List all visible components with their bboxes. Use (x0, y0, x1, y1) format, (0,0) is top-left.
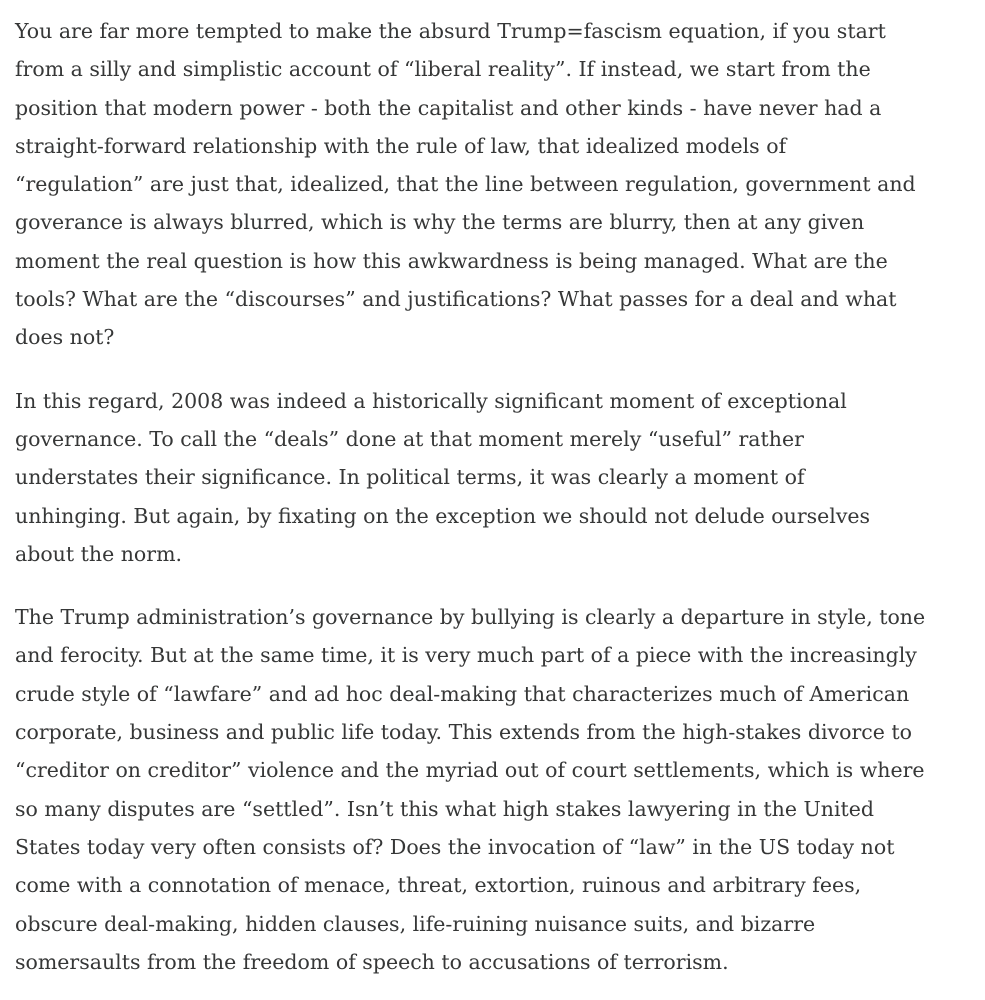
text-line: straight-forward relationship with the rule of law, that idealized models of (15, 133, 787, 158)
text-line: “creditor on creditor” violence and the myriad out of court settlements, which is where (15, 758, 925, 783)
text-line: corporate, business and public life today. This extends from the high-stakes divorce to (15, 720, 912, 745)
text-line: tools? What are the “discourses” and justifications? What passes for a deal and what (15, 287, 897, 312)
text-line: about the norm. (15, 541, 183, 566)
text-line: obscure deal-making, hidden clauses, life-ruining nuisance suits, and bizarre (15, 911, 816, 936)
text-line: and ferocity. But at the same time, it is very much part of a piece with the increasingly (15, 643, 917, 668)
text-line: The Trump administration’s governance by bullying is clearly a departure in style, tone (15, 605, 926, 630)
text-line: understates their significance. In political terms, it was clearly a moment of (15, 465, 805, 490)
text-line: goverance is always blurred, which is why the terms are blurry, then at any given (15, 210, 865, 235)
article-body (15, 12, 970, 981)
paragraph-3 (15, 598, 970, 981)
text-line: moment the real question is how this awkwardness is being managed. What are the (15, 248, 888, 273)
paragraph-2 (15, 382, 970, 573)
text-line: In this regard, 2008 was indeed a historically significant moment of exceptional (15, 388, 847, 413)
text-line: unhinging. But again, by fixating on the exception we should not delude ourselves (15, 503, 871, 528)
text-line: “regulation” are just that, idealized, that the line between regulation, government and (15, 172, 916, 197)
text-line: somersaults from the freedom of speech to accusations of terrorism. (15, 949, 729, 974)
text-line: does not? (15, 325, 115, 350)
text-line: You are far more tempted to make the absurd Trump=fascism equation, if you start (15, 19, 886, 43)
paragraph-1 (15, 12, 970, 357)
text-line: States today very often consists of? Does the invocation of “law” in the US today not (15, 834, 895, 859)
text-line: come with a connotation of menace, threat, extortion, ruinous and arbitrary fees, (15, 873, 862, 898)
text-line: from a silly and simplistic account of “liberal reality”. If instead, we start from the (15, 57, 871, 82)
text-line: governance. To call the “deals” done at that moment merely “useful” rather (15, 426, 804, 451)
text-line: so many disputes are “settled”. Isn’t this what high stakes lawyering in the United (15, 796, 875, 821)
text-line: crude style of “lawfare” and ad hoc deal-making that characterizes much of American (15, 681, 910, 706)
text-line: position that modern power - both the capitalist and other kinds - have never had a (15, 95, 882, 120)
